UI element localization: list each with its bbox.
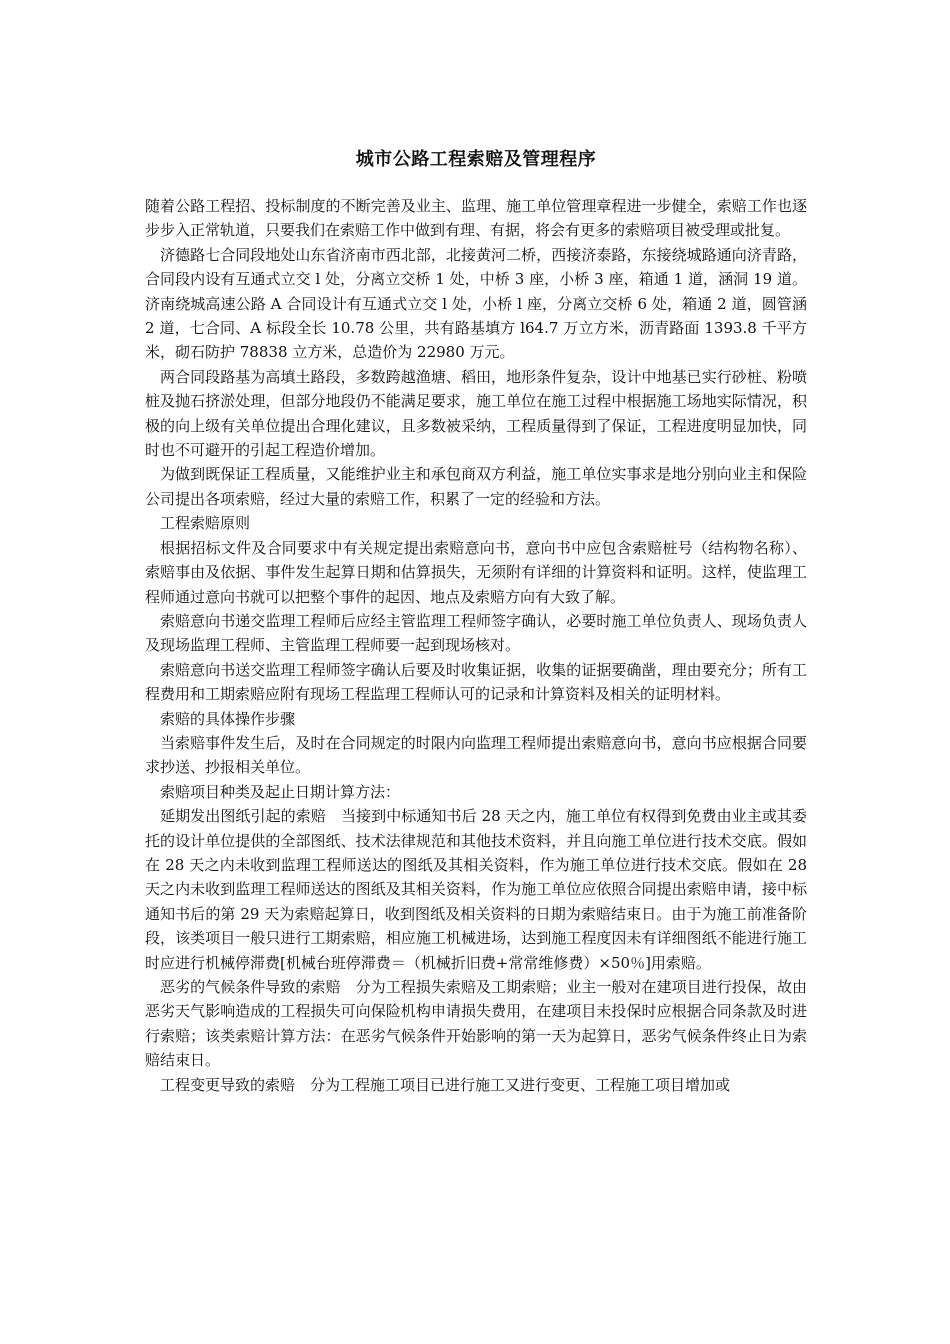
paragraph-project-overview: 济德路七合同段地处山东省济南市西北部，北接黄河二桥，西接济泰路，东接绕城路通向济青路，合同段内设有互通式立交 l 处，分离立交桥 1 处，中桥 3 座，小桥 3 座，箱通 1 道，涵洞 19 道。济南绕城高速公路 A 合同设计有互通式立交 l 处，小桥 l 座，分离立交桥 6 处，箱通 2 道，圆管涵 2 道，七合同、A 标段全长 10.78 公里，共有路基填方 l64.7 万立方米，沥青路面 1393.8 千平方米，砌石防护 78838 立方米，总造价为 22980 万元。 bbox=[145, 245, 807, 362]
paragraph-evidence: 索赔意向书送交监理工程师签字确认后要及时收集证据，收集的证据要确凿，理由要充分；所有工程费用和工期索赔应附有现场工程监理工程师认可的记录和计算资料及相关的证明材料。 bbox=[145, 660, 807, 704]
section-heading-principles: 工程索赔原则 bbox=[160, 514, 251, 533]
paragraph-site-conditions: 两合同段路基为高填土路段，多数跨越渔塘、稻田，地形条件复杂，设计中地基已实行砂桩、粉喷桩及抛石挤淤处理，但部分地段仍不能满足要求，施工单位在施工过程中根据施工场地实际情况，积极的向上级有关单位提出合理化建议，且多数被采纳，工程质量得到了保证，工程进度明显加快，同时也不可避开的引起工程造价增加。 bbox=[145, 367, 807, 460]
document-title: 城市公路工程索赔及管理程序 bbox=[355, 149, 597, 170]
paragraph-claim-purpose: 为做到既保证工程质量，又能维护业主和承包商双方利益，施工单位实事求是地分别向业主和保险公司提出各项索赔，经过大量的索赔工作，积累了一定的经验和方法。 bbox=[145, 465, 807, 508]
paragraph-intro: 随着公路工程招、投标制度的不断完善及业主、监理、施工单位管理章程进一步健全，索赔工作也逐步步入正常轨道，只要我们在索赔工作中做到有理、有据，将会有更多的索赔项目被受理或批复。 bbox=[145, 197, 807, 240]
paragraph-change-order: 工程变更导致的索赔 分为工程施工项目已进行施工又进行变更、工程施工项目增加或 bbox=[160, 1075, 731, 1094]
paragraph-weather: 恶劣的气候条件导致的索赔 分为工程损失索赔及工期索赔；业主一般对在建项目进行投保，故由恶劣天气影响造成的工程损失可向保险机构申请损失费用，在建项目未投保时应根据合同条款及时进行索赔；该类索赔计算方法：在恶劣气候条件开始影响的第一天为起算日，恶劣气候条件终止日为索赔结束日。 bbox=[145, 978, 807, 1070]
paragraph-intent-letter: 根据招标文件及合同要求中有关规定提出索赔意向书，意向书中应包含索赔桩号（结构物名称）、索赔事由及依据、事件发生起算日期和估算损失，无须附有详细的计算资料和证明。这样，使监理工程师通过意向书就可以把整个事件的起因、地点及索赔方向有大致了解。 bbox=[145, 538, 807, 606]
paragraph-drawing-delay: 延期发出图纸引起的索赔 当接到中标通知书后 28 天之内，施工单位有权得到免费由业主或其委托的设计单位提供的全部图纸、技术法律规范和其他技术资料，并且向施工单位进行技术交底。假如在 28 天之内未收到监理工程师送达的图纸及其相关资料，作为施工单位进行技术交底。假如在 28 天之内未收到监理工程师送达的图纸及其相关资料，作为施工单位应依照合同提出索赔申请，接中标通知书后的第 29 天为索赔起算日，收到图纸及相关资料的日期为索赔结束日。由于为施工前准备阶段，该类项目一般只进行工期索赔，相应施工机械进场，达到施工程度因未有详细图纸不能进行施工时应进行机械停滞费[机械台班停滞费＝（机械折旧费+常常维修费）×50％]用索赔。 bbox=[145, 807, 807, 972]
section-heading-claim-types: 索赔项目种类及起止日期计算方法： bbox=[160, 782, 401, 801]
document-body bbox=[145, 194, 807, 1097]
document-page bbox=[145, 0, 807, 1097]
paragraph-supervisor-confirm: 索赔意向书递交监理工程师后应经主管监理工程师签字确认，必要时施工单位负责人、现场负责人及现场监理工程师、主管监理工程师要一起到现场核对。 bbox=[145, 611, 807, 655]
section-heading-steps: 索赔的具体操作步骤 bbox=[160, 709, 296, 728]
paragraph-submit-intent: 当索赔事件发生后，及时在合同规定的时限内向监理工程师提出索赔意向书，意向书应根据合同要求抄送、抄报相关单位。 bbox=[145, 733, 807, 777]
